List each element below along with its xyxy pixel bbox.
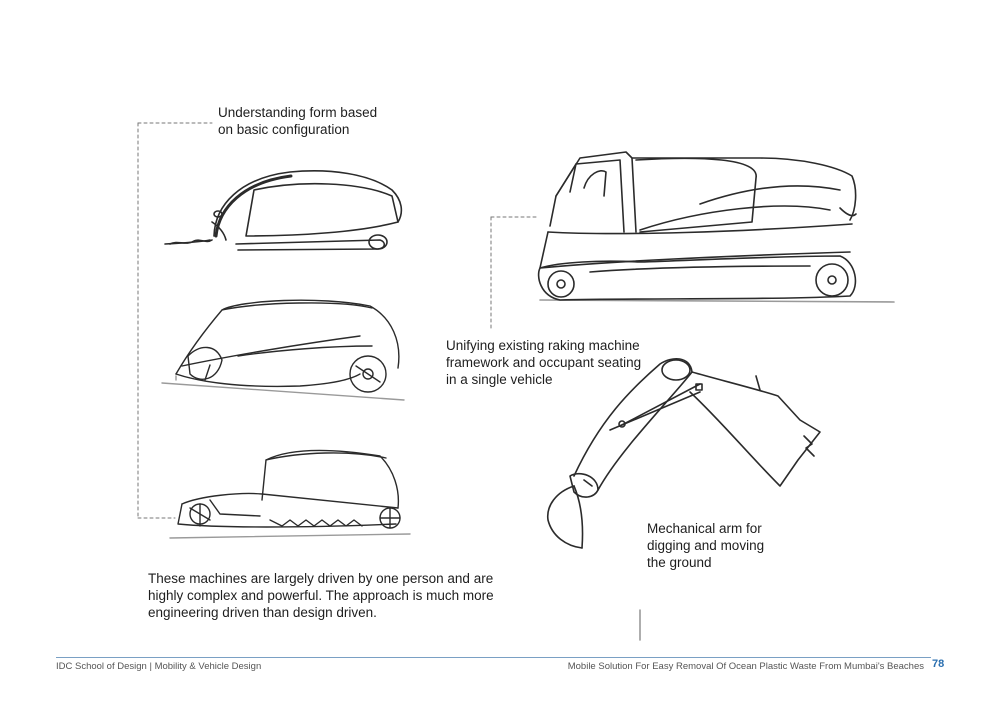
footer-rule — [56, 657, 931, 658]
caption-mechanical-arm: Mechanical arm for digging and moving the ground — [647, 521, 765, 570]
right-bracket — [491, 217, 536, 328]
raking-machine-sketch — [539, 152, 894, 302]
body-paragraph: These machines are largely driven by one person and are highly complex and powerful. The approach is much more engineering driven than design driven. — [148, 571, 494, 620]
page-number: 78 — [932, 658, 945, 670]
mechanical-arm-sketch — [548, 359, 820, 640]
tracked-vehicle-sketch — [170, 450, 410, 538]
van-vehicle-sketch — [162, 300, 404, 400]
caption-form-configuration: Understanding form based on basic configuration — [218, 105, 378, 137]
left-bracket — [138, 123, 212, 518]
pod-vehicle-sketch — [165, 171, 401, 250]
footer-project-title: Mobile Solution For Easy Removal Of Ocean Plastic Waste From Mumbai's Beaches — [567, 661, 924, 672]
footer-school: IDC School of Design | Mobility & Vehicle Design — [56, 661, 262, 672]
caption-unifying-framework: Unifying existing raking machine framework and occupant seating in a single vehicle — [446, 338, 642, 387]
